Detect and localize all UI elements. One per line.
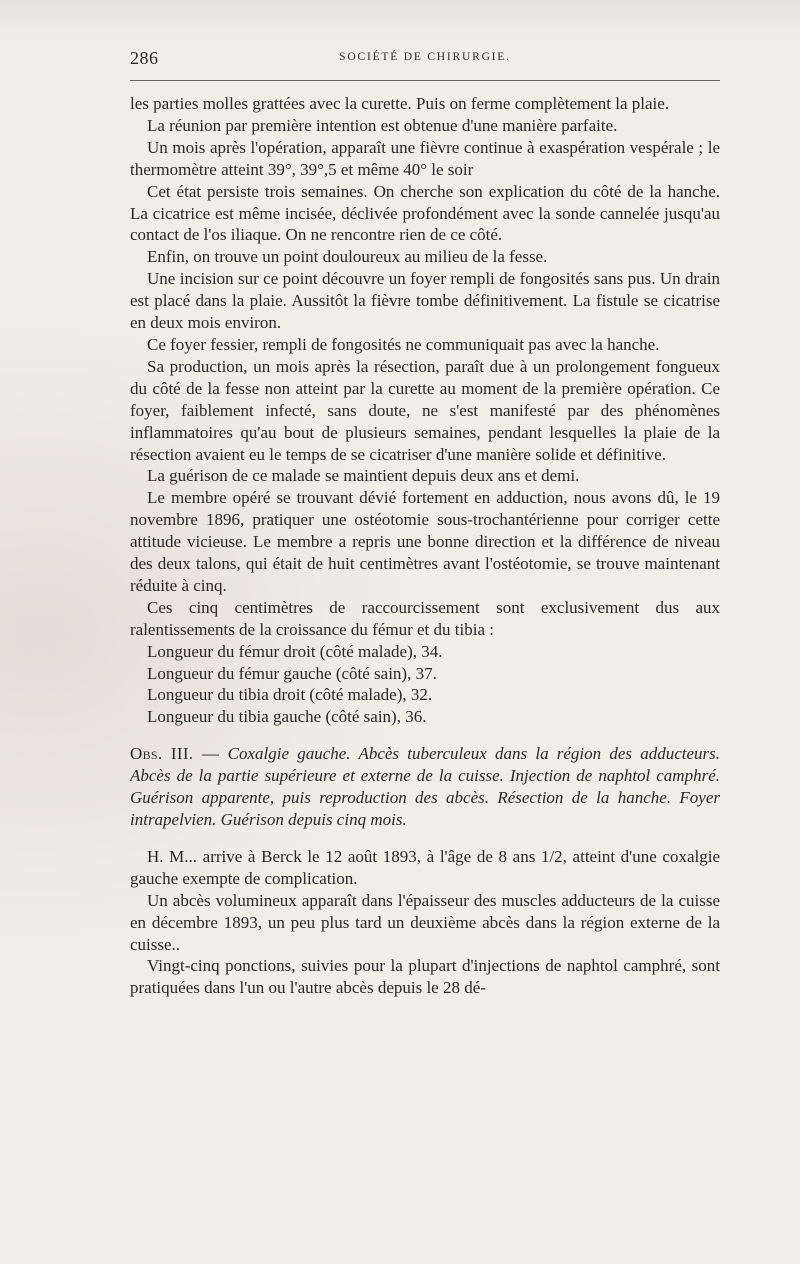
page-header — [130, 48, 720, 72]
observation-label: Obs. III. — — [130, 744, 228, 764]
paragraph: Un mois après l'opération, apparaît une fièvre continue à exaspération vespérale ; le thermomètre atteint 39°, 39°,5 et même 40° le soir — [130, 137, 720, 179]
paragraph: La guérison de ce malade se maintient depuis deux ans et demi. — [147, 466, 580, 486]
paragraph: Un abcès volumineux apparaît dans l'épaisseur des muscles adducteurs de la cuisse en décembre 1893, un peu plus tard un deuxième abcès dans la région externe de la cuisse.. — [130, 890, 720, 954]
observation-heading — [130, 743, 720, 831]
paragraph: La réunion par première intention est obtenue d'une manière parfaite. — [147, 115, 618, 135]
measurement-line: Longueur du tibia droit (côté malade), 32. — [147, 685, 433, 705]
header-rule — [130, 80, 720, 81]
measurement-line: Longueur du tibia gauche (côté sain), 36. — [147, 707, 427, 727]
page-number: 286 — [130, 48, 159, 68]
measurement-line: Longueur du fémur droit (côté malade), 34. — [147, 641, 443, 661]
paragraph: Vingt-cinq ponctions, suivies pour la plupart d'injections de naphtol camphré, sont pratiquées dans l'un ou l'autre abcès depuis le 28 dé- — [130, 956, 720, 998]
paragraph: Ce foyer fessier, rempli de fongosités ne communiquait pas avec la hanche. — [147, 334, 660, 354]
paragraph: Sa production, un mois après la résection, paraît due à un prolongement fongueux du côté de la fesse non atteint par la curette au moment de la première opération. Ce foyer, faiblement infecté, sans doute, ne s'est manifesté par des phénomènes inflammatoires qu'au bout de plusieurs semaines, pendant lesquelles la plaie de la résection avaient eu le temps de se cicatriser d'une manière solide et définitive. — [130, 356, 720, 464]
paragraph: Une incision sur ce point découvre un foyer rempli de fongosités sans pus. Un drain est placé dans la plaie. Aussitôt la fièvre tombe définitivement. La fistule se cicatrise en deux mois environ. — [130, 269, 720, 333]
paragraph: Ces cinq centimètres de raccourcissement sont exclusivement dus aux ralentissements de la croissance du fémur et du tibia : — [130, 597, 720, 639]
paragraph: Enfin, on trouve un point douloureux au milieu de la fesse. — [147, 247, 548, 267]
measurement-line: Longueur du fémur gauche (côté sain), 37. — [147, 663, 437, 683]
body-text — [130, 93, 720, 999]
running-head: SOCIÉTÉ DE CHIRURGIE. — [339, 51, 511, 63]
observation-title: Coxalgie gauche. Abcès tuberculeux dans la région des adducteurs. Abcès de la partie supérieure et externe de la cuisse. Injection de naphtol camphré. Guérison apparente, puis reproduction des abcès. Résection de la hanche. Foyer intrapelvien. Guérison depuis cinq mois. — [130, 744, 721, 829]
paragraph: H. M... arrive à Berck le 12 août 1893, à l'âge de 8 ans 1/2, atteint d'une coxalgie gauche exempte de complication. — [130, 846, 720, 888]
paragraph: les parties molles grattées avec la curette. Puis on ferme complètement la plaie. — [130, 94, 670, 113]
paragraph: Le membre opéré se trouvant dévié fortement en adduction, nous avons dû, le 19 novembre 1896, pratiquer une ostéotomie sous-trochantérienne pour corriger cette attitude vicieuse. Le membre a repris une bonne direction et la différence de niveau des deux talons, qui était de huit centimètres avant l'ostéotomie, se trouve maintenant réduite à cinq. — [130, 488, 720, 595]
paragraph: Cet état persiste trois semaines. On cherche son explication du côté de la hanche. La cicatrice est même incisée, déclivée profondément avec la sonde cannelée jusqu'au contact de l'os iliaque. On ne rencontre rien de ce côté. — [130, 181, 720, 245]
